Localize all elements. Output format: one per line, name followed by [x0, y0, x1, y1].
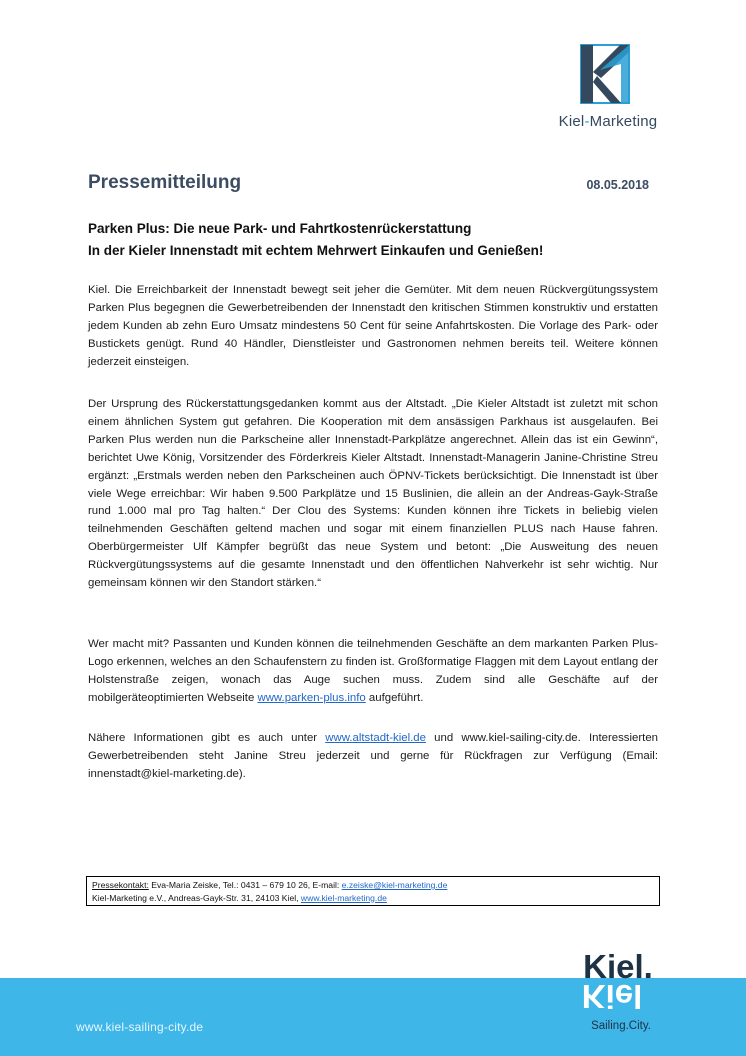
paragraph-3-end: aufgeführt.: [365, 691, 424, 704]
contact-address: Kiel-Marketing e.V., Andreas-Gayk-Str. 31, 24103 Kiel,: [92, 892, 301, 903]
footer-url: www.kiel-sailing-city.de: [76, 1020, 204, 1034]
paragraph-4-start: Nähere Informationen gibt es auch unter: [88, 732, 326, 744]
kiel-logo-word: Kiel.: [583, 948, 653, 985]
contact-line-2: [92, 892, 654, 905]
kiel-marketing-logo-text: Kiel-Marketing: [558, 113, 658, 130]
contact-person: Eva-Maria Zeiske, Tel.: 0431 – 679 10 26, E-mail:: [148, 880, 342, 890]
paragraph-3-text: Wer macht mit? Passanten und Kunden können die teilnehmenden Geschäfte an dem markanten Parken Plus-Logo erkennen, welches an den Schaufenstern zu finden ist. Großformatige Flaggen mit dem Layout entlang der Holstenstraße zeigen, wonach das Auge suchen muss. Zudem sind alle Geschäfte auf der mobilgeräteoptimierten Webseite: [88, 638, 658, 704]
paragraph-2: Der Ursprung des Rückerstattungsgedanken kommt aus der Altstadt. „Die Kieler Altstadt ist zuletzt mit schon einem ähnlichen System gut gefahren. Die Kooperation mit dem ansässigen Parkhaus ist ausgelaufen. Bei Parken Plus werden nun die Parkscheine aller Innenstadt-Parkplätze angerechnet. Allein das ist ein Gewinn“, berichtet Uwe König, Vorsitzender des Förderkreis Kieler Altstadt. Innenstadt-Managerin Janine-Christine Streu ergänzt: „Erstmals werden neben den Parkscheinen auch ÖPNV-Tickets berücksichtigt. Die Innenstadt ist über viele Wege erreichbar: Wir haben 9.500 Parkplätze und 15 Buslinien, die allein an der Andreas-Gayk-Straße rund 1.000 mal pro Tag halten.“ Der Clou des Systems: Kunden können ihre Tickets in beliebig vielen teilnehmenden Geschäften geltend machen und sogar mit einem finanziellen PLUS nach Hause fahren. Oberbürgermeister Ulf Kämpfer begrüßt das neue System und betont: „Die Ausweitung des neuen Rückvergütungssystems auf die gesamte Innenstadt und den öffentlichen Nahverkehr ist sehr wichtig. Nur gemeinsam können wir den Standort stärken.“: [88, 398, 658, 590]
kiel-marketing-website-link[interactable]: www.kiel-marketing.de: [300, 892, 387, 903]
altstadt-kiel-link[interactable]: www.altstadt-kiel.de: [325, 732, 426, 744]
subheadline: In der Kieler Innenstadt mit echtem Mehrwert Einkaufen und Genießen!: [88, 243, 544, 258]
paragraph-1: Kiel. Die Erreichbarkeit der Innenstadt bewegt seit jeher die Gemüter. Mit dem neuen Rückvergütungssystem Parken Plus begegnen die Gewerbetreibenden der Innenstadt den kritischen Stimmen konstruktiv und erstatten jedem Kunden ab zehn Euro Umsatz mindestens 50 Cent für seine Anfahrtskosten. Die Vorlage des Park- oder Bustickets genügt. Rund 40 Händler, Dienstleister und Gastronomen nehmen bereits teil. Weitere können jederzeit einsteigen.: [88, 284, 658, 368]
headline: Parken Plus: Die neue Park- und Fahrtkostenrückerstattung: [88, 221, 472, 236]
page-title: Pressemitteilung: [88, 172, 242, 193]
contact-line-1: [92, 879, 654, 892]
kiel-logo-word-mirror: Kiel: [581, 978, 643, 1015]
kiel-marketing-logo-icon: [578, 42, 632, 106]
paragraph-4: [88, 730, 658, 784]
sailing-city-tagline: Sailing.City.: [591, 1020, 651, 1032]
parken-plus-link[interactable]: www.parken-plus.info: [257, 691, 366, 704]
paragraph-4-text: und www.kiel-sailing-city.de. Interessierten Gewerbetreibenden steht Janine Streu jederzeit und gerne für Rückfragen zur Verfügung (Email: innenstadt@kiel-marketing.de).: [88, 732, 658, 780]
contact-label: Pressekontakt:: [92, 880, 149, 890]
kiel-sailing-city-logo: [572, 948, 664, 1018]
press-contact-box: [86, 876, 660, 906]
contact-email-link[interactable]: e.zeiske@kiel-marketing.de: [341, 880, 448, 890]
release-date: 08.05.2018: [586, 178, 649, 192]
paragraph-3: [88, 636, 658, 708]
